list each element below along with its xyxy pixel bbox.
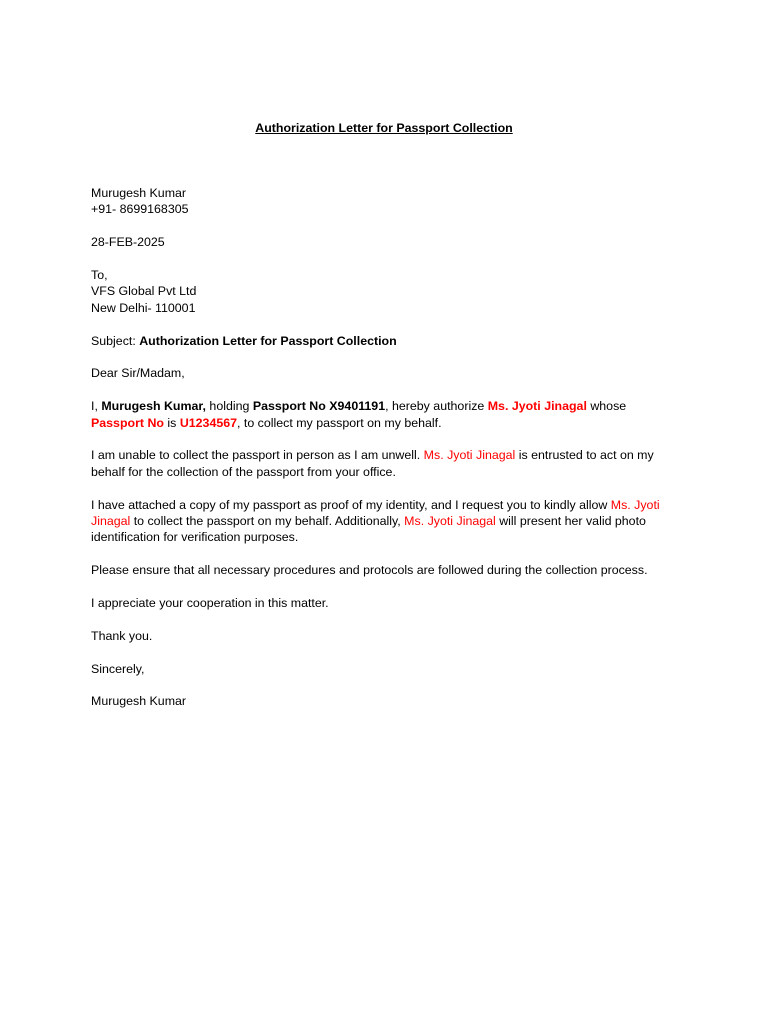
letter-date: 28-FEB-2025 <box>91 235 165 250</box>
recipient-company: VFS Global Pvt Ltd <box>91 284 197 299</box>
sender-block <box>91 185 681 218</box>
sender-phone: +91- 8699168305 <box>91 202 189 217</box>
recipient-city: New Delhi- 110001 <box>91 300 196 315</box>
text: to collect the passport on my behalf. Additionally, <box>130 514 405 529</box>
paragraph-authorization <box>91 398 681 431</box>
letter-body <box>91 185 681 726</box>
sender-name: Murugesh Kumar <box>91 186 187 200</box>
sender-name-bold: Murugesh Kumar, <box>101 399 206 414</box>
closing: Sincerely, <box>91 661 145 676</box>
paragraph-procedures: Please ensure that all necessary procedures and protocols are followed during the collection process. <box>91 563 648 578</box>
paragraph-attachment <box>91 497 681 546</box>
thanks: Thank you. <box>91 628 153 643</box>
text: holding <box>205 399 253 414</box>
recipient-block <box>91 267 681 316</box>
sender-passport-number: Passport No X9401191 <box>252 399 386 414</box>
subject-label: Subject: <box>91 333 140 348</box>
agent-passport-label: Passport No <box>91 415 164 430</box>
letter-title: Authorization Letter for Passport Collection <box>255 121 513 135</box>
text: , hereby authorize <box>385 399 488 414</box>
agent-name: Ms. Jyoti Jinagal <box>487 399 587 414</box>
text: is entrusted to act on my behalf for the collection of the passport from your office. <box>91 448 654 479</box>
agent-passport-number: U1234567 <box>179 415 238 430</box>
paragraph-reason <box>91 447 681 480</box>
signature: Murugesh Kumar <box>91 694 187 709</box>
text: , to collect my passport on my behalf. <box>237 415 442 430</box>
subject-line <box>91 333 681 349</box>
text: I have attached a copy of my passport as proof of my identity, and I request you to kindly allow <box>91 497 611 512</box>
text: whose <box>586 399 627 414</box>
text: I, <box>91 399 102 414</box>
agent-name: Ms. Jyoti Jinagal <box>91 497 660 529</box>
recipient-to: To, <box>91 268 108 282</box>
paragraph-appreciation: I appreciate your cooperation in this matter. <box>91 596 329 611</box>
agent-name: Ms. Jyoti Jinagal <box>423 448 516 463</box>
text: will present her valid photo identification for verification purposes. <box>91 514 646 545</box>
agent-name: Ms. Jyoti Jinagal <box>404 514 496 529</box>
salutation: Dear Sir/Madam, <box>91 366 185 381</box>
text: is <box>163 415 180 430</box>
subject-text: Authorization Letter for Passport Collection <box>139 333 397 348</box>
text: I am unable to collect the passport in person as I am unwell. <box>91 448 424 463</box>
